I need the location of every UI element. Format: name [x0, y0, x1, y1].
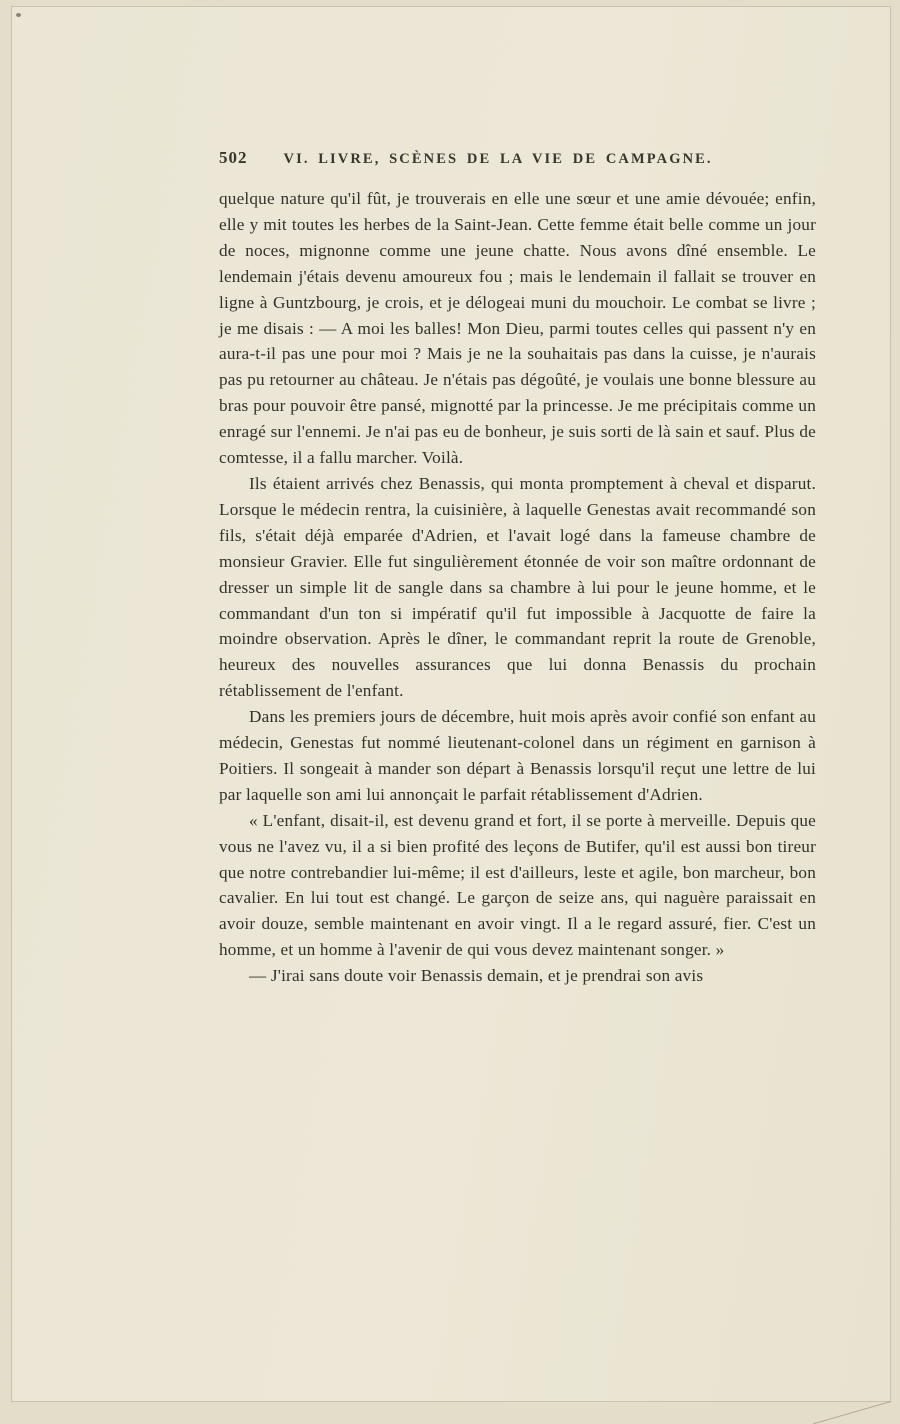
paragraph-1: quelque nature qu'il fût, je trouverais en elle une sœur et une amie dévouée; enfin, elle y mit toutes les herbes de la Saint-Jean. Cette femme était belle comme un jour de noces, mignonne comme une jeune chatte. Nous avons dîné ensemble. Le lendemain j'étais devenu amoureux fou ; mais le lendemain il fallait se trouver en ligne à Guntzbourg, je crois, et je délogeai muni du mouchoir. Le combat se livre ; je me disais : — A moi les balles! Mon Dieu, parmi toutes celles qui passent n'y en aura-t-il pas une pour moi ? Mais je ne la souhaitais pas dans la cuisse, je n'aurais pas pu retourner au château. Je n'étais pas dégoûté, je voulais une bonne blessure au bras pour pouvoir être pansé, mignotté par la princesse. Je me précipitais comme un enragé sur l'ennemi. Je n'ai pas eu de bonheur, je suis sorti de là sain et sauf. Plus de comtesse, il a fallu marcher. Voilà.: [219, 189, 816, 468]
paragraph-3: Dans les premiers jours de décembre, huit mois après avoir confié son enfant au médecin, Genestas fut nommé lieutenant-colonel dans un régiment en garnison à Poitiers. Il songeait à mander son départ à Benassis lorsqu'il reçut une lettre de lui par laquelle son ami lui annonçait le parfait rétablissement d'Adrien.: [219, 707, 816, 804]
paragraph-4: « L'enfant, disait-il, est devenu grand et fort, il se porte à merveille. Depuis que vous ne l'avez vu, il a si bien profité des leçons de Butifer, qu'il est aussi bon tireur que notre contrebandier lui-même; il est d'ailleurs, leste et agile, bon marcheur, bon cavalier. En lui tout est changé. Le garçon de seize ans, qui naguère paraissait en avoir douze, semble maintenant en avoir vingt. Il a le regard assuré, fier. C'est un homme, et un homme à l'avenir de qui vous devez maintenant songer. »: [219, 810, 816, 960]
paragraph-2: Ils étaient arrivés chez Benassis, qui monta promptement à cheval et disparut. Lorsque le médecin rentra, la cuisinière, à laquelle Genestas avait recommandé son fils, s'était déjà emparée d'Adrien, et l'avait logé dans la fameuse chambre de monsieur Gravier. Elle fut singulièrement étonnée de voir son maître ordonnant de dresser un simple lit de sangle dans sa chambre à lui pour le jeune homme, et le commandant d'un ton si impératif qu'il fut impossible à Jacquotte de faire la moindre observation. Après le dîner, le commandant reprit la route de Grenoble, heureux des nouvelles assurances que lui donna Benassis du prochain rétablissement de l'enfant.: [219, 473, 816, 701]
body-text: [219, 186, 816, 989]
page-header: [219, 148, 815, 168]
paragraph-5: — J'irai sans doute voir Benassis demain, et je prendrai son avis: [249, 966, 704, 986]
running-title: VI. LIVRE, SCÈNES DE LA VIE DE CAMPAGNE.: [283, 151, 713, 167]
book-page-scan: [11, 6, 891, 1402]
scan-artifact-speck: [16, 13, 21, 17]
page-number: 502: [219, 148, 248, 167]
